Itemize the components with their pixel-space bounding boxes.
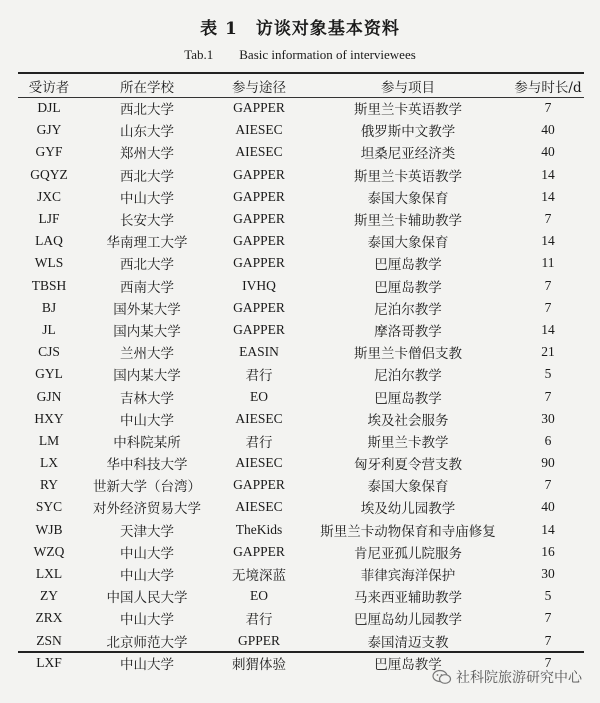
cell-interviewee: SYC <box>35 499 63 515</box>
cell-channel: GAPPER <box>233 321 285 337</box>
cell-duration: 5 <box>544 588 552 604</box>
table-row <box>18 186 584 208</box>
table-caption-english: Tab.1 Basic information of interviewees <box>184 47 416 62</box>
table-row <box>18 563 584 585</box>
cell-channel: GAPPER <box>233 211 285 227</box>
watermark-text: 社科院旅游研究中心 <box>456 670 582 686</box>
table-row <box>18 363 584 385</box>
table-row <box>18 607 584 629</box>
table-row <box>18 408 584 430</box>
cell-channel: TheKids <box>235 521 283 537</box>
cell-interviewee: LXL <box>35 566 63 582</box>
cell-project: 斯里兰卡僧侣支教 <box>354 346 462 363</box>
cell-channel: 君行 <box>245 612 273 628</box>
cell-project: 巴厘岛教学 <box>374 656 442 673</box>
cell-interviewee: GJY <box>36 122 62 138</box>
cell-school: 吉林大学 <box>120 390 174 407</box>
cell-project: 泰国大象保育 <box>367 190 449 207</box>
cell-interviewee: TBSH <box>31 277 67 293</box>
cell-channel: 君行 <box>245 368 273 384</box>
cell-project: 巴厘岛幼儿园教学 <box>354 612 462 629</box>
cell-duration: 14 <box>541 521 555 537</box>
table-row <box>18 164 584 186</box>
table-caption-chinese: 表 1 访谈对象基本资料 <box>200 19 400 39</box>
cell-duration: 7 <box>544 277 552 293</box>
table-row <box>18 141 584 163</box>
cell-channel: 无境深蓝 <box>232 568 286 584</box>
cell-school: 山东大学 <box>120 124 174 141</box>
cell-school: 天津大学 <box>120 523 174 540</box>
table-row <box>18 452 584 474</box>
cell-channel: GAPPER <box>233 255 285 271</box>
cell-duration: 30 <box>541 410 555 426</box>
cell-channel: EASIN <box>239 344 279 360</box>
cell-interviewee: HXY <box>34 410 64 426</box>
cell-duration: 21 <box>541 344 555 360</box>
cell-school: 兰州大学 <box>120 346 174 363</box>
table-header-row <box>18 74 584 97</box>
table-body <box>18 97 584 674</box>
cell-duration: 7 <box>544 632 552 648</box>
cell-project: 肯尼亚孤儿院服务 <box>354 545 462 562</box>
cell-interviewee: LJF <box>38 211 60 227</box>
cell-project: 泰国大象保育 <box>367 479 449 496</box>
cell-duration: 14 <box>541 166 555 182</box>
cell-school: 中山大学 <box>120 612 174 629</box>
cell-school: 中山大学 <box>120 412 174 429</box>
table-row <box>18 541 584 563</box>
cell-school: 北京师范大学 <box>106 634 188 651</box>
cell-interviewee: BJ <box>41 299 57 315</box>
cell-duration: 7 <box>544 610 552 626</box>
cell-project: 埃及社会服务 <box>367 412 449 429</box>
table-row <box>18 585 584 607</box>
table-row <box>18 97 584 119</box>
cell-channel: AIESEC <box>235 410 283 426</box>
cell-project: 斯里兰卡辅助教学 <box>354 213 462 230</box>
cell-project: 菲律宾海洋保护 <box>360 568 456 585</box>
cell-school: 华中科技大学 <box>106 457 188 474</box>
cell-interviewee: WJB <box>35 521 63 537</box>
cell-channel: EO <box>250 388 268 404</box>
cell-duration: 16 <box>541 543 555 559</box>
cell-project: 尼泊尔教学 <box>374 301 442 318</box>
cell-duration: 11 <box>541 255 555 271</box>
cell-interviewee: LX <box>40 455 58 471</box>
cell-interviewee: WZQ <box>33 543 65 559</box>
cell-interviewee: CJS <box>38 344 60 360</box>
cell-channel: AIESEC <box>235 455 283 471</box>
table-row <box>18 630 584 652</box>
cell-duration: 90 <box>541 455 555 471</box>
cell-duration: 14 <box>541 188 555 204</box>
cell-project: 埃及幼儿园教学 <box>360 501 456 518</box>
cell-interviewee: JXC <box>36 188 61 204</box>
cell-channel: GAPPER <box>233 188 285 204</box>
table-row <box>18 474 584 496</box>
cell-school: 中山大学 <box>120 190 174 207</box>
cell-interviewee: GQYZ <box>30 166 68 182</box>
cell-interviewee: GJN <box>36 388 62 404</box>
cell-channel: GAPPER <box>233 299 285 315</box>
cell-project: 泰国清迈支教 <box>367 634 449 651</box>
header-project: 参与项目 <box>381 79 435 96</box>
cell-interviewee: LAQ <box>35 233 63 249</box>
cell-channel: AIESEC <box>235 122 283 138</box>
cell-interviewee: GYF <box>35 144 63 160</box>
cell-interviewee: LXF <box>36 654 62 670</box>
table-row <box>18 319 584 341</box>
cell-project: 巴厘岛教学 <box>374 390 442 407</box>
cell-project: 斯里兰卡英语教学 <box>354 168 462 185</box>
cell-school: 长安大学 <box>120 213 174 230</box>
header-channel: 参与途径 <box>232 79 286 96</box>
cell-duration: 7 <box>544 100 552 116</box>
cell-channel: GAPPER <box>233 100 285 116</box>
cell-school: 国内某大学 <box>113 323 181 340</box>
table-row <box>18 252 584 274</box>
cell-school: 中科院某所 <box>113 434 181 451</box>
cell-school: 西北大学 <box>120 102 174 119</box>
table-row <box>18 341 584 363</box>
cell-channel: GPPER <box>237 632 281 648</box>
cell-school: 国外某大学 <box>113 301 181 318</box>
table-row <box>18 297 584 319</box>
cell-project: 马来西亚辅助教学 <box>354 590 462 607</box>
table-row <box>18 119 584 141</box>
cell-duration: 40 <box>541 122 555 138</box>
cell-interviewee: LM <box>38 432 60 448</box>
cell-duration: 40 <box>541 144 555 160</box>
cell-duration: 30 <box>541 566 555 582</box>
cell-school: 世新大学（台湾） <box>93 479 201 496</box>
cell-project: 俄罗斯中文教学 <box>360 124 456 141</box>
cell-interviewee: ZRX <box>35 610 63 626</box>
table-row <box>18 519 584 541</box>
cell-school: 中山大学 <box>120 656 174 673</box>
cell-school: 中山大学 <box>120 568 174 585</box>
cell-school: 中国人民大学 <box>106 590 188 607</box>
cell-channel: GAPPER <box>233 477 285 493</box>
header-school: 所在学校 <box>120 79 174 96</box>
cell-duration: 7 <box>544 654 552 670</box>
cell-interviewee: ZY <box>40 588 58 604</box>
cell-school: 中山大学 <box>120 545 174 562</box>
watermark <box>432 667 582 687</box>
table-row <box>18 385 584 407</box>
cell-channel: EO <box>250 588 268 604</box>
cell-duration: 6 <box>544 432 552 448</box>
cell-duration: 14 <box>541 321 555 337</box>
header-duration: 参与时长/d <box>514 79 582 96</box>
cell-duration: 7 <box>544 477 552 493</box>
cell-school: 对外经济贸易大学 <box>93 501 201 518</box>
cell-duration: 7 <box>544 211 552 227</box>
cell-project: 斯里兰卡动物保育和寺庙修复 <box>320 523 496 540</box>
cell-channel: GAPPER <box>233 233 285 249</box>
cell-school: 西北大学 <box>120 257 174 274</box>
cell-channel: GAPPER <box>233 543 285 559</box>
cell-project: 坦桑尼亚经济类 <box>360 146 456 163</box>
cell-project: 匈牙利夏令营支教 <box>354 457 462 474</box>
wechat-icon <box>432 669 452 685</box>
cell-duration: 40 <box>541 499 555 515</box>
table-row <box>18 230 584 252</box>
cell-project: 摩洛哥教学 <box>374 323 442 340</box>
cell-interviewee: DJL <box>37 100 61 116</box>
cell-duration: 7 <box>544 388 552 404</box>
table-row <box>18 496 584 518</box>
cell-school: 西南大学 <box>120 279 174 296</box>
cell-duration: 5 <box>544 366 552 382</box>
cell-interviewee: JL <box>42 321 56 337</box>
cell-channel: 君行 <box>245 434 273 450</box>
cell-interviewee: WLS <box>34 255 64 271</box>
cell-channel: 刺猬体验 <box>232 656 286 672</box>
cell-interviewee: ZSN <box>36 632 62 648</box>
cell-project: 斯里兰卡英语教学 <box>354 102 462 119</box>
cell-channel: AIESEC <box>235 144 283 160</box>
cell-duration: 14 <box>541 233 555 249</box>
cell-duration: 7 <box>544 299 552 315</box>
cell-interviewee: RY <box>39 477 58 493</box>
interviewee-table <box>18 74 584 674</box>
cell-project: 斯里兰卡教学 <box>367 434 449 451</box>
cell-project: 巴厘岛教学 <box>374 257 442 274</box>
cell-school: 国内某大学 <box>113 368 181 385</box>
table-row <box>18 430 584 452</box>
table-row <box>18 208 584 230</box>
cell-project: 巴厘岛教学 <box>374 279 442 296</box>
cell-project: 尼泊尔教学 <box>374 368 442 385</box>
cell-school: 郑州大学 <box>120 146 174 163</box>
cell-school: 华南理工大学 <box>106 235 188 252</box>
cell-channel: IVHQ <box>242 277 276 293</box>
cell-channel: GAPPER <box>233 166 285 182</box>
cell-project: 泰国大象保育 <box>367 235 449 252</box>
cell-school: 西北大学 <box>120 168 174 185</box>
table-row <box>18 275 584 297</box>
cell-interviewee: GYL <box>35 366 63 382</box>
cell-channel: AIESEC <box>235 499 283 515</box>
header-interviewee: 受访者 <box>28 79 70 96</box>
